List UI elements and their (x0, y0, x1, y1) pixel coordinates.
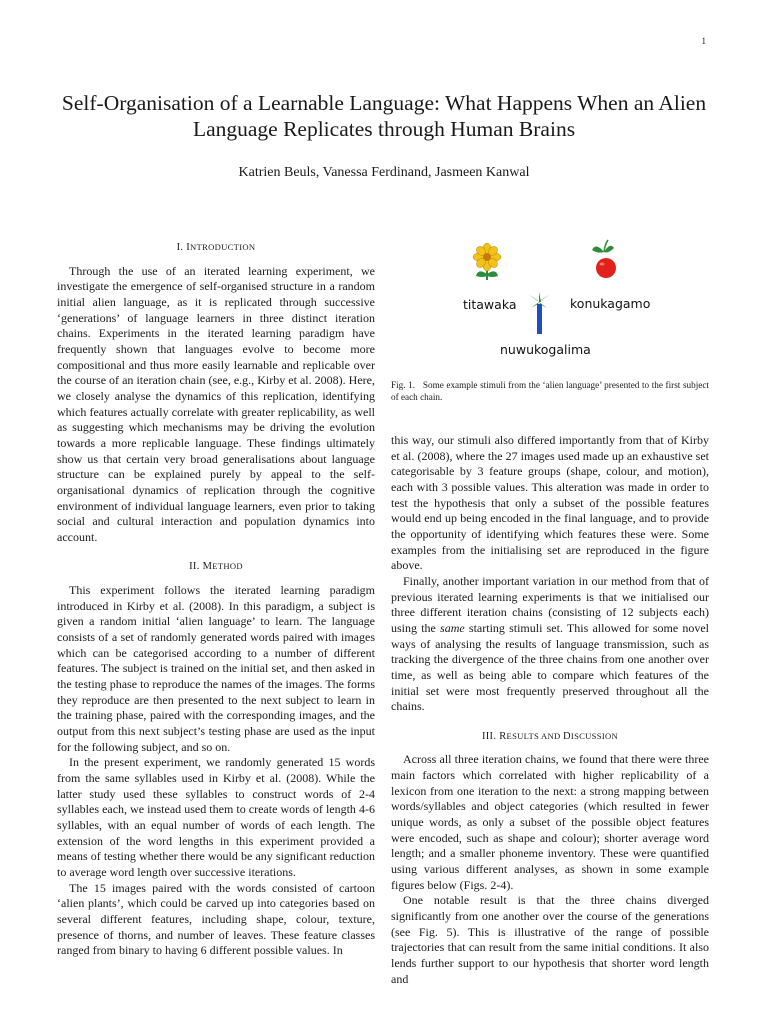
method-paragraph-1: This experiment follows the iterated learning paradigm introduced in Kirby et al. (2008). In this paradigm, a subject is given a random initial ‘alien language’ to learn. The language consists of a set of randomly generated words paired with images which can be categorised according to a number of different features. The subject is trained on the initial set, and then asked in the testing phase to reproduce the names of the images. The forms they reproduce are then presented to the next subject to learn in the training phase, paired with the corresponding images, and the output from this next subject’s testing phase are used as the input for the following subject, and so on. (57, 583, 375, 754)
palm-icon (528, 292, 550, 334)
results-paragraph-2: One notable result is that the three chains diverged significantly from one another over the course of the generations (see Fig. 5). This is illustrative of the range of possible trajectories that can result from the same initial conditions. It also lends further support to our hypothesis that shorter word length and (391, 893, 709, 986)
flower-icon (473, 243, 501, 280)
page-number: 1 (701, 36, 706, 46)
right-column (391, 433, 709, 987)
intro-paragraph: Through the use of an iterated learning experiment, we investigate the emergence of self-organised structure in a random initial alien language, as it is replicated through successive ‘generations’ of language learners in three distinct iteration chains. Experiments in the iterated learning paradigm have frequently shown that languages evolve to become more compositional and thus more easily learnable and replicable over the course of an iteration chain (see, e.g., Kirby et al. 2008). Here, we closely analyse the dynamics of this replication, identifying which features actually correlate with greater replicability, as well as suggesting which mechanisms may be driving the evolution towards a more replicable language. These findings ultimately show us that certain very broad generalisations about language structure can be explained purely by appeal to the self-organisational dynamics of replication through the cognitive environment of individual language learners, even prior to taking social and cultural interaction and population dynamics into account. (57, 263, 375, 544)
section-heading-method: II. METHOD (189, 561, 243, 573)
figure-caption: Fig. 1. Some example stimuli from the ‘alien language’ presented to the first subject of each chain. (391, 380, 709, 402)
paper-title: Self-Organisation of a Learnable Language: What Happens When an Alien Language Replicates through Human Brains (61, 91, 707, 141)
label-titawaka: titawaka (463, 297, 517, 312)
authors: Katrien Beuls, Vanessa Ferdinand, Jasmeen Kanwal (238, 165, 530, 180)
left-column (57, 240, 375, 959)
figure-1 (392, 238, 708, 368)
label-nuwukogalima: nuwukogalima (500, 342, 591, 357)
method-paragraph-2: In the present experiment, we randomly generated 15 words from the same syllables used in Kirby et al. (2008). While the latter study used these syllables to construct words of 2-4 syllables each, we instead used them to create words of length 4-6 syllables, with an equal number of words of each length. The extension of the word lengths in this experiment provided a means of testing whether there would be any significant reduction to average word length over successive iterations. (57, 755, 375, 879)
method-paragraph-4: this way, our stimuli also differed importantly from that of Kirby et al. (2008), where the 27 images used made up an exhaustive set categorisable by 3 feature groups (shape, colour, and motion), each with 3 possible values. This alteration was made in order to test the hypothesis that only a subset of the possible features would end up being encoded in the final language, and to provide the opportunity of identifying which features these were. Some examples from the initialising set are reproduced in the figure above. (391, 433, 709, 573)
results-paragraph-1: Across all three iteration chains, we found that there were three main factors which correlated with higher replicability of a lexicon from one iteration to the next: a strong mapping between words/syllables and object categories (which resulted in fewer unique words, as only a subset of the possible object features were encoded, such as shape and colour); shorter average word length; and a smaller phoneme inventory. These were quantified using various different analyses, as shown in some example figures below (Figs. 2-4). (391, 752, 709, 892)
label-konukagamo: konukagamo (570, 296, 651, 311)
section-heading-introduction: I. INTRODUCTION (176, 242, 256, 253)
method-paragraph-3: The 15 images paired with the words consisted of cartoon ‘alien plants’, which could be carved up into categories based on several different features, including shape, colour, texture, presence of thorns, and number of leaves. These feature classes ranged from binary to having 6 different possible values. In (57, 880, 375, 958)
method-paragraph-5: Finally, another important variation in our method from that of previous iterated learning experiments is that we initialised our three different iteration chains (consisting of 12 subjects each) using the same starting stimuli set. This allowed for some novel ways of analysing the results of language transmission, such as tracking the divergence of the three chains from one another over time, as well as being able to compare which features of the initial set were most frequently preserved throughout all the chains. (391, 573, 709, 714)
section-heading-results: III. RESULTS AND DISCUSSION (481, 730, 619, 742)
apple-icon (592, 240, 616, 278)
